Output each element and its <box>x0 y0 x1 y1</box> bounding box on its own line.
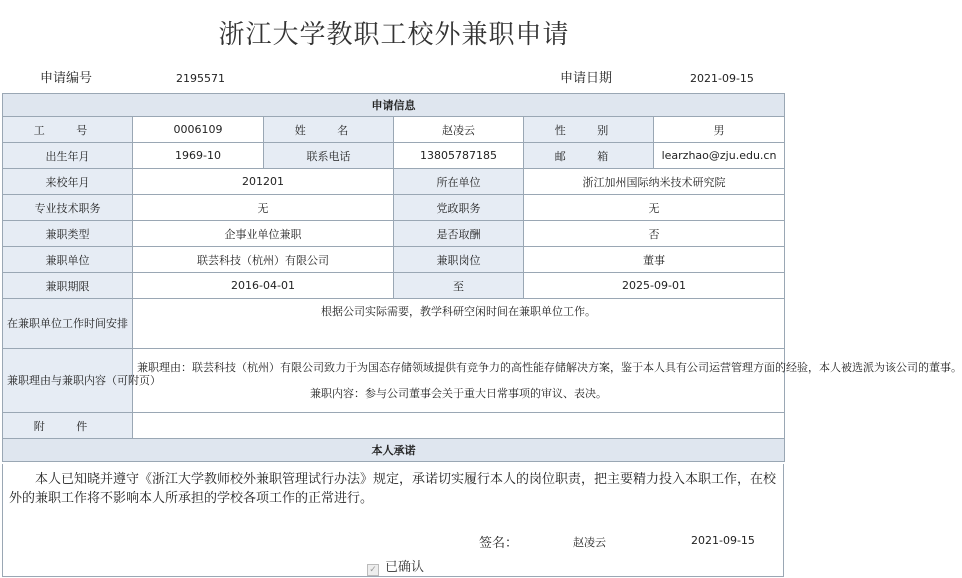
join-label: 来校年月 <box>3 169 133 195</box>
paid-label: 是否取酬 <box>394 221 524 247</box>
app-date-value: 2021-09-15 <box>690 72 754 85</box>
staff-id-label: 工 号 <box>3 117 133 143</box>
unit-label: 所在单位 <box>394 169 524 195</box>
type-label: 兼职类型 <box>3 221 133 247</box>
checkbox-check-icon[interactable]: ✓ <box>367 564 379 576</box>
email-label: 邮 箱 <box>524 143 654 169</box>
app-no-value: 2195571 <box>176 72 225 85</box>
gender-value: 男 <box>654 117 785 143</box>
birth-label: 出生年月 <box>3 143 133 169</box>
name-value: 赵凌云 <box>394 117 524 143</box>
type-value: 企事业单位兼职 <box>133 221 394 247</box>
reason-label: 兼职理由与兼职内容（可附页） <box>3 349 133 413</box>
app-no-label: 申请编号 <box>40 71 93 86</box>
attachment-label: 附 件 <box>3 413 133 439</box>
name-label: 姓 名 <box>264 117 394 143</box>
attachment-value[interactable] <box>133 413 785 439</box>
period-to-label: 至 <box>394 273 524 299</box>
paid-value: 否 <box>524 221 785 247</box>
confirm-checkbox[interactable] <box>367 556 424 576</box>
signature-date: 2021-09-15 <box>691 534 755 547</box>
signature-name: 赵凌云 <box>573 536 606 549</box>
part-post-label: 兼职岗位 <box>394 247 524 273</box>
join-value: 201201 <box>133 169 394 195</box>
staff-id-value: 0006109 <box>133 117 264 143</box>
section-info-header: 申请信息 <box>3 94 785 117</box>
application-form <box>2 93 962 462</box>
reason-paragraph-2: 兼职内容：参与公司董事会关于重大日常事项的审议、表决。 <box>310 386 608 400</box>
period-start-value: 2016-04-01 <box>133 273 394 299</box>
tech-title-value: 无 <box>133 195 394 221</box>
work-time-value: 根据公司实际需要，教学科研空闲时间在兼职单位工作。 <box>133 299 785 349</box>
period-label: 兼职期限 <box>3 273 133 299</box>
work-time-label: 在兼职单位工作时间安排 <box>3 299 133 349</box>
pledge-text: 本人已知晓并遵守《浙江大学教师校外兼职管理试行办法》规定，承诺切实履行本人的岗位职责，把主要精力投入本职工作，在校外的兼职工作将不影响本人所承担的学校各项工作的正常进行。 <box>9 472 777 506</box>
pledge-box <box>2 464 784 577</box>
party-post-value: 无 <box>524 195 785 221</box>
part-unit-value: 联芸科技（杭州）有限公司 <box>133 247 394 273</box>
reason-value <box>133 349 962 413</box>
email-value: learzhao@zju.edu.cn <box>654 143 785 169</box>
page-title: 浙江大学教职工校外兼职申请 <box>218 20 570 50</box>
phone-value: 13805787185 <box>394 143 524 169</box>
reason-paragraph-1: 兼职理由：联芸科技（杭州）有限公司致力于为国态存储领域提供有竞争力的高性能存储解决方案，鉴于本人具有公司运营管理方面的经验，本人被选派为该公司的董事。 <box>137 360 962 374</box>
signature-label: 签名： <box>479 536 519 551</box>
part-post-value: 董事 <box>524 247 785 273</box>
birth-value: 1969-10 <box>133 143 264 169</box>
party-post-label: 党政职务 <box>394 195 524 221</box>
unit-value: 浙江加州国际纳米技术研究院 <box>524 169 785 195</box>
section-pledge-header: 本人承诺 <box>3 439 785 462</box>
phone-label: 联系电话 <box>264 143 394 169</box>
confirm-label: 已确认 <box>385 560 425 575</box>
gender-label: 性 别 <box>524 117 654 143</box>
period-end-value: 2025-09-01 <box>524 273 785 299</box>
tech-title-label: 专业技术职务 <box>3 195 133 221</box>
part-unit-label: 兼职单位 <box>3 247 133 273</box>
app-date-label: 申请日期 <box>560 71 613 86</box>
